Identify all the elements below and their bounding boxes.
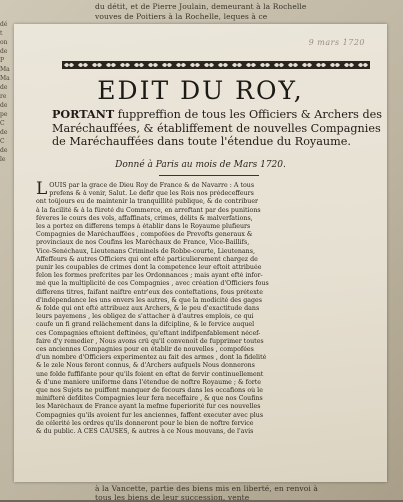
underlying-text-line: du détit, et de Pierre Joulain, demeurant à la Rochelle	[95, 2, 307, 11]
body-line: ces Compagnies eftoient deftinées, qu'eftant indifpenfablement nécef-	[36, 329, 261, 337]
handwritten-date-note: 9 mars 1720	[308, 38, 365, 47]
body-line: & folde qui ont efté attribuez aux Archers, & le peu d'exactitude dans	[36, 305, 260, 313]
margin-fragment: dé	[0, 21, 8, 28]
body-line: OUIS par la grace de Dieu Roy de France & de Navarre : A tous	[49, 182, 255, 189]
body-line: felon les formes prefcrites par les Ordonnances ; mais ayant efté infor-	[36, 272, 263, 280]
body-line: faire d'y remedier , Nous avons crû qu'il convenoit de fupprimer toutes	[36, 337, 264, 345]
body-line: caufe un fi grand relâchement dans la difcipline, & le fervice auquel	[36, 321, 255, 329]
margin-fragment: C	[0, 138, 5, 145]
margin-fragment: de	[0, 102, 8, 109]
body-line: d'un nombre d'Officiers experimentez au fait des armes , dont la fidelité	[36, 354, 267, 362]
body-line: que nos Sujets ne puiffent manquer de fecours dans les occafions où le	[36, 387, 263, 395]
drop-cap: L	[36, 179, 48, 199]
edict-page	[14, 24, 387, 482]
body-line: à la facilité & à la fûreté du Commerce, en arreftant par des punitions	[36, 206, 261, 214]
margin-fragment: t	[0, 30, 3, 37]
body-line: Compagnies qu'ils avoient fur les anciennes, faffent executer avec plus	[36, 411, 264, 419]
edict-body	[36, 179, 372, 436]
underlying-text-line: vouves de Poitiers à la Rochelle, leques à ce	[95, 12, 268, 21]
body-line: minifteré defdites Compagnies leur fera neceffaire , & que nos Coufins	[36, 395, 263, 403]
decorative-ornament-band	[62, 60, 370, 70]
body-line: mé que la multiplicité de ces Compagnies , avec création d'Officiers fous	[36, 280, 269, 288]
margin-fragment: re	[0, 93, 7, 100]
margin-fragment: de	[0, 84, 8, 91]
body-line: Compagnies de Maréchauffées , compofées de Prevofts generaux &	[36, 231, 253, 239]
margin-fragment: Ma	[0, 75, 10, 82]
document-subtitle	[52, 108, 382, 149]
margin-fragment: on	[0, 39, 8, 46]
underlying-text-line: à la Vancette, partie des biens mis en liberté, en renvoi à	[95, 484, 318, 493]
body-line: & du public. A CES CAUSES, & autres à ce Nous mouvans, de l'avis	[36, 428, 254, 436]
dateline: Donné à Paris au mois de Mars 1720.	[115, 160, 286, 170]
body-line: Affeffeurs & autres Officiers qui ont efté particulierement chargez de	[36, 255, 258, 263]
subtitle-text: fuppreffion de tous les Officiers & Archers des Maréchauffées, & établiffement de nouvelles Compagnies de Maréchauffées dans toute l'étendue du Royaume.	[52, 108, 382, 148]
body-line: de célerité les ordres qu'ils donneront pour le bien de noftre fervice	[36, 419, 254, 427]
body-line: ont toûjours eu de maintenir la tranquillité publique, & de contribuer	[36, 198, 259, 206]
body-line: differens titres, faifant naiftre entr'eux des conteftations, fous prétexte	[36, 288, 264, 296]
body-line: prefens & à venir, Salut. Le defir que les Rois nos prédeceffeurs	[49, 190, 254, 198]
document-title: EDIT DU ROY,	[97, 76, 304, 105]
body-line: leurs payemens , les obligez de s'attacher à d'autres emplois, ce qui	[36, 313, 254, 321]
body-line: d'indépendance les uns envers les autres, & que la modicité des gages	[36, 296, 262, 304]
body-line: les Maréchaux de France ayant la mefme fuperiorité fur ces nouvelles	[36, 403, 261, 411]
body-line: & d'une maniere uniforme dans l'étendue de noftre Royaume ; & forte	[36, 378, 262, 386]
margin-fragment: pe	[0, 111, 8, 118]
body-line: provinciaux de nos Coufins les Maréchaux de France, Vice-Baillifs,	[36, 239, 250, 247]
margin-fragment: C	[0, 120, 5, 127]
body-line: les a portez en differens temps à établir dans le Royaume plufieurs	[36, 223, 251, 231]
underlying-text-line: tous les biens de leur succession, vente	[95, 493, 250, 502]
body-line: féveres le cours des vols, affaffinats, crimes, délits & malverfations,	[36, 214, 253, 222]
margin-fragment: P	[0, 57, 5, 64]
margin-fragment: de	[0, 147, 8, 154]
subtitle-lead: PORTANT	[52, 107, 115, 121]
body-line: Vice-Senéchaux, Lieutenans Criminels de Robbe-courte, Lieutenans,	[36, 247, 255, 255]
body-line: ces anciennes Compagnies pour en établir de nouvelles , compofées	[36, 346, 254, 354]
body-line: punir les coupables de crimes dont la competence leur eftoit attribuée	[36, 264, 262, 272]
margin-fragment: le	[0, 156, 6, 163]
body-line: & le zele Nous feront connus, & d'Archers aufquels Nous donnerons	[36, 362, 255, 370]
body-line: une folde fuffifante pour qu'ils foient en eftat de fervir continuellement	[36, 370, 264, 378]
margin-fragment: Ma	[0, 66, 10, 73]
margin-fragment: de	[0, 48, 8, 55]
divider-rule	[159, 175, 259, 176]
margin-fragment: de	[0, 129, 8, 136]
